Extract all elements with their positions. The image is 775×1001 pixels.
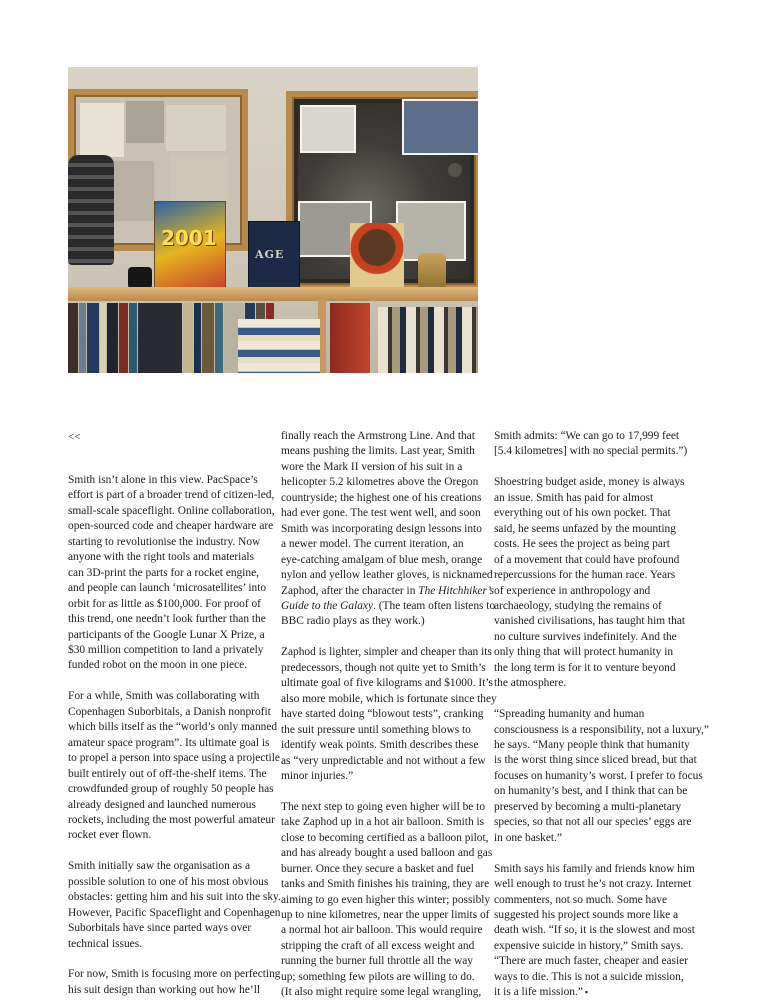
book-title-italic: The Hitchhiker’s [418, 584, 495, 597]
wooden-shelf [68, 287, 478, 301]
paragraph: The next step to going even higher will be to take Zaphod up in a hot air balloon. Smith is close to becoming certified as a balloon pilot, and has already bought a used balloon and gas burner. Once they secure a basket and fuel tanks and Smith finishes his training, they are aiming to go even higher this winter; possibly up to nine kilometres, near the upper limits of a normal hot air balloon. This would require stripping the craft of all excess weight and running the burner full throttle all the way up; something few pilots are willing to do. (It also might require some legal wrangling, [281, 800, 493, 999]
text-column-3 [494, 429, 709, 1001]
article-photo [68, 67, 478, 373]
paragraph: Smith says his family and friends know him well enough to trust he’s not crazy. Internet commenters, not so much. Some have suggested his project sounds more like a death wish. “If so, it is the slowest and most expensive suicide in history,” Smith says. “There are much faster, cheaper and easier ways to die. This is not a suicide mission, it is a life mission.” ▪ [494, 862, 695, 999]
desk-clock [128, 267, 152, 289]
book-2001-title: 2001 [161, 226, 217, 250]
paragraph: Smith admits: “We can go to 17,999 feet [5.4 kilometres] with no special permits.”) [494, 430, 688, 458]
paragraph: “Spreading humanity and human consciousness is a responsibility, not a luxury,” he says. “Many people think that humanity is the worst thing since sliced bread, but that focuses on humanity’s worst. I prefer to focus on humanity’s best, and I think that can be preserved by becoming a multi-planetary species, so that not all our species’ eggs are in one basket.” [494, 708, 709, 844]
line-tail: . (The team often listens to [373, 599, 496, 612]
paragraph: Shoestring budget aside, money is always an issue. Smith has paid for almost everything out of his own pocket. That said, he seems unfazed by the mounting costs. He sees the project as being part of a movement that could have profound repercussions for the human race. Years of experience in anthropology and archaeology, studying the remains of vanished civilisations, has taught him that no culture survives indefinitely. And the only thing that will protect humanity in the long term is for it to venture beyond the atmosphere. [494, 476, 686, 690]
end-mark-icon: ▪ [584, 987, 589, 998]
book-stack [238, 319, 320, 373]
paragraph: Smith isn’t alone in this view. PacSpace’s effort is part of a broader trend of citizen-led, small-scale spaceflight. Online collaboration, open-sourced code and cheaper hardware are starting to revolutionise the industry. Now anyone with the right tools and materials can 3D-print the parts for a rocket engine, and people can launch ‘microsatellites’ into orbit for as little as $100,000. For proof of this trend, one needn’t look further than the participants of the Google Lunar X Prize, a $30 million competition to land a privately funded robot on the moon in one piece. [68, 474, 275, 672]
portrait-photo [350, 223, 404, 293]
paragraph: Zaphod is lighter, simpler and cheaper than its predecessors, though not quite yet to Smith’s ultimate goal of five kilograms and $1000. It’s also more mobile, which is fortunate since they have started doing “blowout tests”, cranking the suit pressure until something blows to identify weak points. Smith describes these as “very unpredictable and not without a few minor injuries.” [281, 646, 497, 782]
back-marker[interactable]: << [68, 431, 81, 443]
paragraph: For a while, Smith was collaborating with Copenhagen Suborbitals, a Danish nonprofit which bills itself as the “world’s only manned amateur space program”. Its ultimate goal is to propel a person into space using a projectile built entirely out of off-the-shelf items. The crowdfunded group of roughly 50 people has already designed and launched numerous rockets, including the most powerful amateur rocket ever flown. [68, 690, 280, 842]
text-column-2 [281, 429, 497, 1001]
book-age [248, 221, 300, 297]
paragraph: Smith initially saw the organisation as a possible solution to one of his most obvious obstacles: getting him and his suit into the sky. However, Pacific Spaceflight and Copenhagen Suborbitals have since parted ways over technical issues. [68, 860, 281, 950]
red-book [330, 303, 370, 373]
books-right [378, 307, 478, 373]
spacesuit-glove [68, 155, 114, 265]
book-2001 [154, 201, 226, 293]
book-title-italic: Guide to the Galaxy [281, 599, 374, 612]
paragraph: finally reach the Armstrong Line. And that means pushing the limits. Last year, Smith wore the Mark II version of his suit in a helicopter 5.2 kilometres above the Oregon countryside; the highest one of his creations had ever gone. The test went well, and soon Smith was incorporating design lessons into a newer model. The current iteration, an eye-catching amalgam of blue mesh, orange nylon and yellow leather gloves, is nicknamed Zaphod, after the character in The Hitchhiker’s Guide to the Galaxy. (The team often listens to BBC radio plays as they work.) [281, 430, 496, 628]
paragraph: For now, Smith is focusing more on perfecting his suit design than working out how he’ll [68, 968, 281, 996]
book-age-title: AGE [255, 248, 285, 261]
text-column-1 [68, 473, 281, 998]
